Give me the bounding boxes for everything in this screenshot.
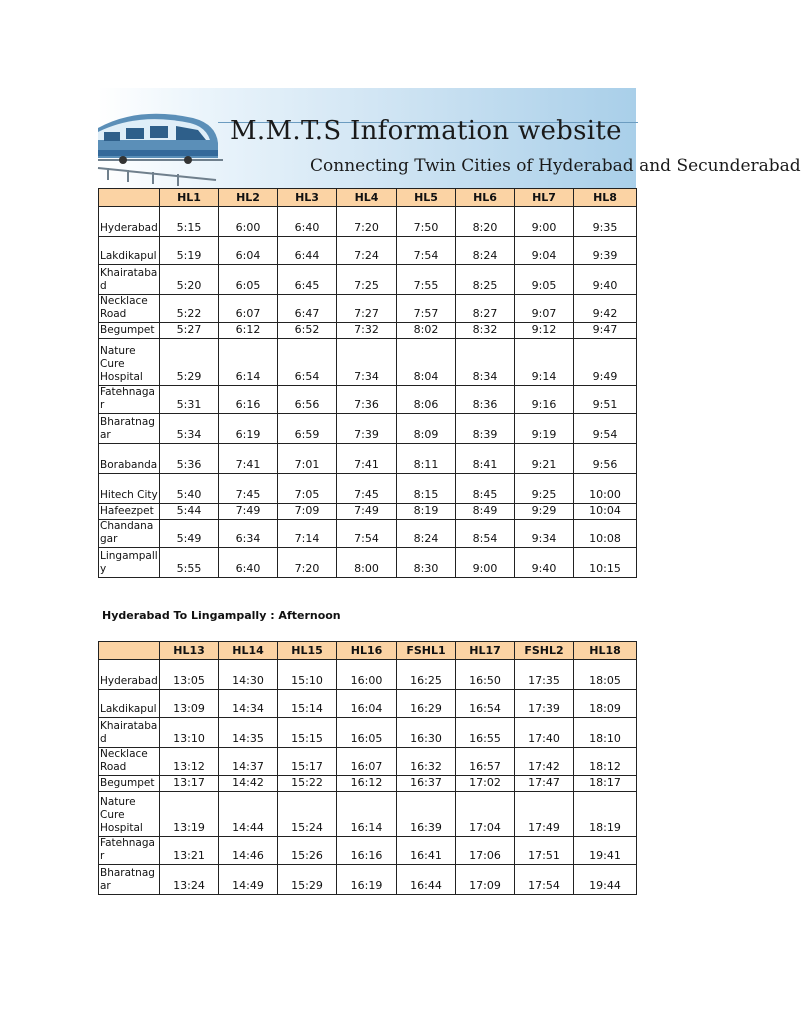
departure-time: 17:39 <box>515 690 574 718</box>
departure-time: 8:11 <box>397 444 456 474</box>
departure-time: 14:44 <box>219 792 278 837</box>
station-name: Necklace Road <box>99 295 160 323</box>
departure-time: 16:04 <box>337 690 397 718</box>
departure-time: 7:55 <box>397 265 456 295</box>
departure-time: 8:24 <box>397 520 456 548</box>
departure-time: 8:09 <box>397 414 456 444</box>
morning-timetable <box>98 188 637 578</box>
departure-time: 5:49 <box>160 520 219 548</box>
departure-time: 9:40 <box>515 548 574 578</box>
departure-time: 16:32 <box>397 748 456 776</box>
departure-time: 7:05 <box>278 474 337 504</box>
departure-time: 5:55 <box>160 548 219 578</box>
station-name: Nature Cure Hospital <box>99 792 160 837</box>
station-name: Fatehnaga r <box>99 386 160 414</box>
header-row <box>99 642 637 660</box>
departure-time: 15:10 <box>278 660 337 690</box>
departure-time: 8:32 <box>456 323 515 339</box>
departure-time: 8:41 <box>456 444 515 474</box>
departure-time: 7:01 <box>278 444 337 474</box>
train-header: HL4 <box>337 189 397 207</box>
departure-time: 7:20 <box>337 207 397 237</box>
table-row <box>99 776 637 792</box>
table-row <box>99 414 637 444</box>
departure-time: 5:20 <box>160 265 219 295</box>
departure-time: 7:41 <box>337 444 397 474</box>
departure-time: 6:40 <box>219 548 278 578</box>
departure-time: 7:49 <box>219 504 278 520</box>
departure-time: 14:35 <box>219 718 278 748</box>
table-row <box>99 748 637 776</box>
departure-time: 8:30 <box>397 548 456 578</box>
station-name: Begumpet <box>99 323 160 339</box>
departure-time: 8:45 <box>456 474 515 504</box>
departure-time: 9:00 <box>515 207 574 237</box>
departure-time: 15:24 <box>278 792 337 837</box>
departure-time: 8:49 <box>456 504 515 520</box>
station-name: Begumpet <box>99 776 160 792</box>
station-name: Bharatnag ar <box>99 414 160 444</box>
departure-time: 14:42 <box>219 776 278 792</box>
table-row <box>99 792 637 837</box>
table-row <box>99 660 637 690</box>
departure-time: 8:25 <box>456 265 515 295</box>
table-row <box>99 237 637 265</box>
train-header: HL6 <box>456 189 515 207</box>
table-row <box>99 386 637 414</box>
departure-time: 17:42 <box>515 748 574 776</box>
departure-time: 19:44 <box>574 865 637 895</box>
departure-time: 6:00 <box>219 207 278 237</box>
departure-time: 8:00 <box>337 548 397 578</box>
station-name: Necklace Road <box>99 748 160 776</box>
departure-time: 16:54 <box>456 690 515 718</box>
table-row <box>99 504 637 520</box>
departure-time: 8:39 <box>456 414 515 444</box>
departure-time: 8:20 <box>456 207 515 237</box>
afternoon-timetable <box>98 641 637 895</box>
departure-time: 6:05 <box>219 265 278 295</box>
departure-time: 8:54 <box>456 520 515 548</box>
departure-time: 6:54 <box>278 339 337 386</box>
departure-time: 7:24 <box>337 237 397 265</box>
departure-time: 13:10 <box>160 718 219 748</box>
departure-time: 16:37 <box>397 776 456 792</box>
departure-time: 5:15 <box>160 207 219 237</box>
departure-time: 8:19 <box>397 504 456 520</box>
train-header: HL15 <box>278 642 337 660</box>
station-name: Bharatnag ar <box>99 865 160 895</box>
departure-time: 7:09 <box>278 504 337 520</box>
departure-time: 14:30 <box>219 660 278 690</box>
train-header: FSHL1 <box>397 642 456 660</box>
departure-time: 15:14 <box>278 690 337 718</box>
departure-time: 16:16 <box>337 837 397 865</box>
departure-time: 5:27 <box>160 323 219 339</box>
departure-time: 17:49 <box>515 792 574 837</box>
afternoon-section-title: Hyderabad To Lingampally : Afternoon <box>102 609 341 622</box>
departure-time: 9:14 <box>515 339 574 386</box>
departure-time: 16:39 <box>397 792 456 837</box>
station-name: Nature Cure Hospital <box>99 339 160 386</box>
departure-time: 7:34 <box>337 339 397 386</box>
departure-time: 13:24 <box>160 865 219 895</box>
banner-title: M.M.T.S Information website <box>230 116 622 146</box>
departure-time: 13:17 <box>160 776 219 792</box>
departure-time: 6:59 <box>278 414 337 444</box>
train-header: HL18 <box>574 642 637 660</box>
departure-time: 5:22 <box>160 295 219 323</box>
table-row <box>99 323 637 339</box>
departure-time: 9:07 <box>515 295 574 323</box>
departure-time: 9:05 <box>515 265 574 295</box>
departure-time: 10:15 <box>574 548 637 578</box>
departure-time: 18:17 <box>574 776 637 792</box>
table-row <box>99 444 637 474</box>
departure-time: 5:34 <box>160 414 219 444</box>
station-name: Borabanda <box>99 444 160 474</box>
departure-time: 16:50 <box>456 660 515 690</box>
departure-time: 8:36 <box>456 386 515 414</box>
table-row <box>99 207 637 237</box>
departure-time: 17:06 <box>456 837 515 865</box>
departure-time: 8:15 <box>397 474 456 504</box>
departure-time: 7:32 <box>337 323 397 339</box>
departure-time: 6:45 <box>278 265 337 295</box>
departure-time: 16:14 <box>337 792 397 837</box>
departure-time: 18:09 <box>574 690 637 718</box>
departure-time: 9:34 <box>515 520 574 548</box>
departure-time: 16:12 <box>337 776 397 792</box>
departure-time: 9:21 <box>515 444 574 474</box>
departure-time: 6:12 <box>219 323 278 339</box>
departure-time: 6:44 <box>278 237 337 265</box>
departure-time: 14:49 <box>219 865 278 895</box>
departure-time: 18:19 <box>574 792 637 837</box>
departure-time: 8:04 <box>397 339 456 386</box>
table-row <box>99 548 637 578</box>
departure-time: 18:05 <box>574 660 637 690</box>
departure-time: 9:49 <box>574 339 637 386</box>
departure-time: 8:02 <box>397 323 456 339</box>
departure-time: 6:16 <box>219 386 278 414</box>
station-name: Hafeezpet <box>99 504 160 520</box>
departure-time: 13:19 <box>160 792 219 837</box>
table-row <box>99 265 637 295</box>
table-row <box>99 339 637 386</box>
departure-time: 15:26 <box>278 837 337 865</box>
train-header: HL16 <box>337 642 397 660</box>
departure-time: 13:21 <box>160 837 219 865</box>
departure-time: 5:40 <box>160 474 219 504</box>
departure-time: 9:16 <box>515 386 574 414</box>
departure-time: 15:22 <box>278 776 337 792</box>
departure-time: 16:30 <box>397 718 456 748</box>
station-name: Khairataba d <box>99 718 160 748</box>
departure-time: 13:05 <box>160 660 219 690</box>
departure-time: 9:04 <box>515 237 574 265</box>
train-header: HL1 <box>160 189 219 207</box>
departure-time: 7:36 <box>337 386 397 414</box>
departure-time: 13:09 <box>160 690 219 718</box>
departure-time: 7:54 <box>397 237 456 265</box>
train-header: HL2 <box>219 189 278 207</box>
departure-time: 6:14 <box>219 339 278 386</box>
train-header: HL13 <box>160 642 219 660</box>
departure-time: 8:24 <box>456 237 515 265</box>
departure-time: 7:39 <box>337 414 397 444</box>
departure-time: 6:04 <box>219 237 278 265</box>
departure-time: 14:34 <box>219 690 278 718</box>
station-name: Lingampall y <box>99 548 160 578</box>
departure-time: 8:34 <box>456 339 515 386</box>
departure-time: 7:41 <box>219 444 278 474</box>
departure-time: 9:12 <box>515 323 574 339</box>
departure-time: 6:40 <box>278 207 337 237</box>
train-header: FSHL2 <box>515 642 574 660</box>
departure-time: 17:35 <box>515 660 574 690</box>
station-name: Hyderabad <box>99 207 160 237</box>
departure-time: 18:10 <box>574 718 637 748</box>
departure-time: 16:44 <box>397 865 456 895</box>
departure-time: 9:51 <box>574 386 637 414</box>
departure-time: 9:39 <box>574 237 637 265</box>
departure-time: 5:29 <box>160 339 219 386</box>
departure-time: 7:27 <box>337 295 397 323</box>
departure-time: 9:35 <box>574 207 637 237</box>
departure-time: 17:47 <box>515 776 574 792</box>
departure-time: 7:45 <box>219 474 278 504</box>
train-header: HL17 <box>456 642 515 660</box>
station-name: Lakdikapul <box>99 690 160 718</box>
departure-time: 6:07 <box>219 295 278 323</box>
site-banner <box>98 88 801 189</box>
departure-time: 5:31 <box>160 386 219 414</box>
departure-time: 16:57 <box>456 748 515 776</box>
departure-time: 17:40 <box>515 718 574 748</box>
departure-time: 7:25 <box>337 265 397 295</box>
departure-time: 9:00 <box>456 548 515 578</box>
departure-time: 10:04 <box>574 504 637 520</box>
departure-time: 19:41 <box>574 837 637 865</box>
station-name: Lakdikapul <box>99 237 160 265</box>
departure-time: 17:51 <box>515 837 574 865</box>
departure-time: 7:20 <box>278 548 337 578</box>
departure-time: 16:29 <box>397 690 456 718</box>
departure-time: 9:25 <box>515 474 574 504</box>
train-header: HL14 <box>219 642 278 660</box>
departure-time: 8:27 <box>456 295 515 323</box>
banner-subtitle: Connecting Twin Cities of Hyderabad and Secunderabad <box>310 156 801 176</box>
departure-time: 7:50 <box>397 207 456 237</box>
departure-time: 17:09 <box>456 865 515 895</box>
departure-time: 17:02 <box>456 776 515 792</box>
departure-time: 16:55 <box>456 718 515 748</box>
departure-time: 8:06 <box>397 386 456 414</box>
departure-time: 9:47 <box>574 323 637 339</box>
departure-time: 16:41 <box>397 837 456 865</box>
departure-time: 17:04 <box>456 792 515 837</box>
departure-time: 6:47 <box>278 295 337 323</box>
departure-time: 7:57 <box>397 295 456 323</box>
departure-time: 7:54 <box>337 520 397 548</box>
station-name: Hyderabad <box>99 660 160 690</box>
departure-time: 9:19 <box>515 414 574 444</box>
departure-time: 15:15 <box>278 718 337 748</box>
departure-time: 6:56 <box>278 386 337 414</box>
departure-time: 14:46 <box>219 837 278 865</box>
departure-time: 10:08 <box>574 520 637 548</box>
train-logo-icon <box>98 88 228 189</box>
departure-time: 17:54 <box>515 865 574 895</box>
departure-time: 9:40 <box>574 265 637 295</box>
departure-time: 5:36 <box>160 444 219 474</box>
departure-time: 5:44 <box>160 504 219 520</box>
corner-cell <box>99 642 160 660</box>
departure-time: 7:49 <box>337 504 397 520</box>
departure-time: 14:37 <box>219 748 278 776</box>
station-name: Chandana gar <box>99 520 160 548</box>
departure-time: 7:45 <box>337 474 397 504</box>
departure-time: 16:25 <box>397 660 456 690</box>
table-row <box>99 520 637 548</box>
station-name: Fatehnaga r <box>99 837 160 865</box>
departure-time: 15:17 <box>278 748 337 776</box>
departure-time: 16:05 <box>337 718 397 748</box>
train-header: HL3 <box>278 189 337 207</box>
departure-time: 9:42 <box>574 295 637 323</box>
departure-time: 7:14 <box>278 520 337 548</box>
departure-time: 9:29 <box>515 504 574 520</box>
departure-time: 16:19 <box>337 865 397 895</box>
table-row <box>99 718 637 748</box>
table-row <box>99 865 637 895</box>
train-header: HL8 <box>574 189 637 207</box>
table-row <box>99 837 637 865</box>
departure-time: 16:00 <box>337 660 397 690</box>
corner-cell <box>99 189 160 207</box>
departure-time: 6:34 <box>219 520 278 548</box>
departure-time: 13:12 <box>160 748 219 776</box>
departure-time: 16:07 <box>337 748 397 776</box>
departure-time: 9:54 <box>574 414 637 444</box>
station-name: Khairataba d <box>99 265 160 295</box>
departure-time: 6:52 <box>278 323 337 339</box>
train-header: HL5 <box>397 189 456 207</box>
departure-time: 6:19 <box>219 414 278 444</box>
table-row <box>99 474 637 504</box>
table-row <box>99 690 637 718</box>
departure-time: 10:00 <box>574 474 637 504</box>
table-row <box>99 295 637 323</box>
departure-time: 15:29 <box>278 865 337 895</box>
station-name: Hitech City <box>99 474 160 504</box>
departure-time: 5:19 <box>160 237 219 265</box>
departure-time: 18:12 <box>574 748 637 776</box>
train-header: HL7 <box>515 189 574 207</box>
header-row <box>99 189 637 207</box>
departure-time: 9:56 <box>574 444 637 474</box>
